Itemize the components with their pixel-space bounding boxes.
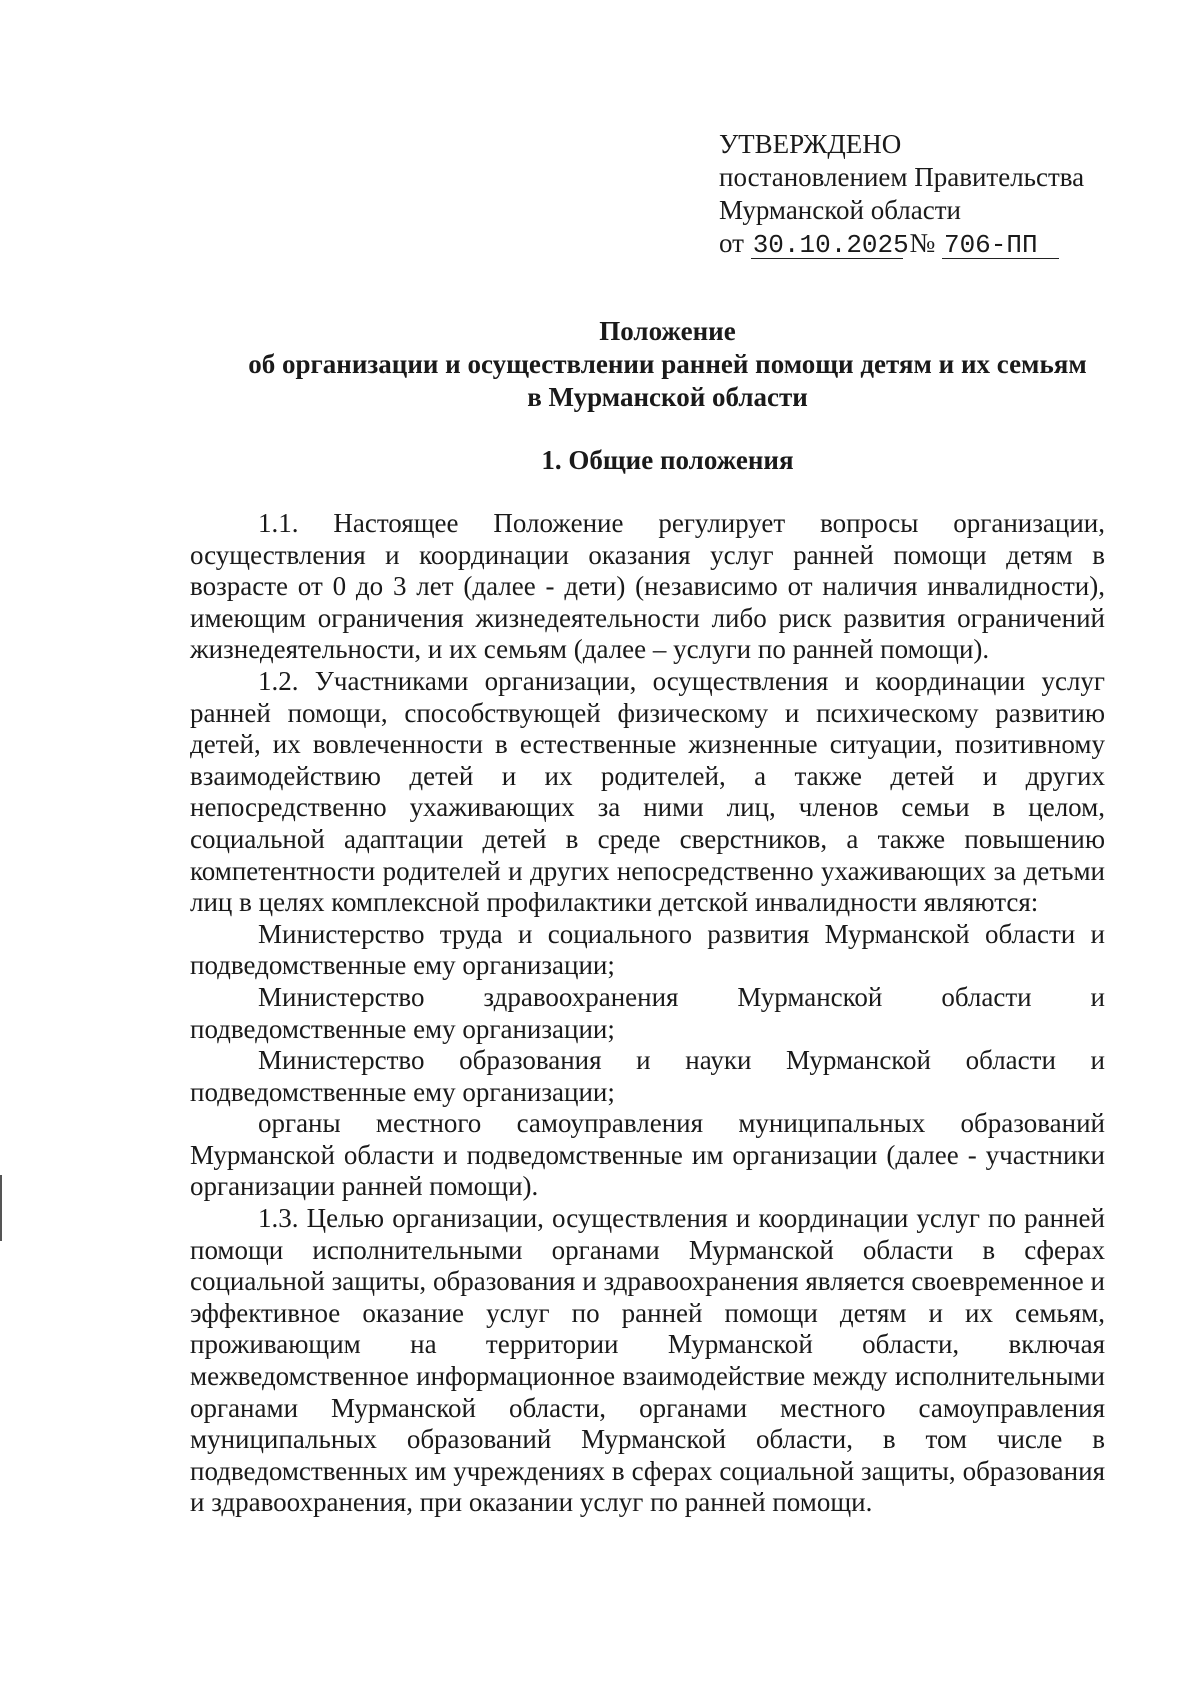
approval-title: УТВЕРЖДЕНО [719, 129, 902, 159]
approval-stamp-block [719, 128, 1139, 260]
section-heading: 1. Общие положения [541, 445, 794, 475]
approval-date-number [719, 227, 1139, 260]
title-line-3: в Мурманской области [527, 382, 808, 412]
paragraph-1-1: 1.1. Настоящее Положение регулирует вопросы организации, осуществления и координации оказания услуг ранней помощи детям в возрасте от 0 до 3 лет (далее - дети) (независимо от наличия инвалидности), имеющим ограничения жизнедеятельности либо риск развития ограничений жизнедеятельности, и их семьям (далее – услуги по ранней помощи). [190, 508, 1105, 665]
resolution-date: 30.10.2025 [752, 230, 909, 260]
participant-local-government: органы местного самоуправления муниципальных образований Мурманской области и подведомственные им организации (далее - участники организации ранней помощи). [190, 1108, 1105, 1202]
approval-region: Мурманской области [719, 195, 961, 225]
date-prefix: от [719, 228, 744, 258]
approval-by-resolution: постановлением Правительства [719, 162, 1085, 192]
participant-ministry-health: Министерство здравоохранения Мурманской области и подведомственные ему организации; [190, 981, 1105, 1044]
paragraph-1-2: 1.2. Участниками организации, осуществления и координации услуг ранней помощи, способствующей физическому и психическому развитию детей, их вовлеченности в естественные жизненные ситуации, позитивному взаимодействию детей и их родителей, а также детей и других непосредственно ухаживающих за ними лиц, членов семьи в целом, социальной адаптации детей в среде сверстников, а также повышению компетентности родителей и других непосредственно ухаживающих за детьми лиц в целях комплексной профилактики детской инвалидности являются: [190, 665, 1105, 918]
title-line-2: об организации и осуществлении ранней помощи детям и их семьям [248, 349, 1087, 379]
section-body [190, 508, 1105, 1519]
number-prefix: № [909, 228, 936, 258]
resolution-number: 706-ПП [942, 232, 1059, 259]
document-title [190, 315, 1145, 414]
participant-ministry-education: Министерство образования и науки Мурманской области и подведомственные ему организации; [190, 1045, 1105, 1107]
scan-margin-mark [0, 1175, 2, 1241]
title-line-1: Положение [599, 316, 736, 346]
participant-ministry-labor: Министерство труда и социального развития Мурманской области и подведомственные ему организации; [190, 918, 1105, 981]
paragraph-1-3: 1.3. Целью организации, осуществления и координации услуг по ранней помощи исполнительными органами Мурманской области в сферах социальной защиты, образования и здравоохранения является своевременное и эффективное оказание услуг по ранней помощи детям и их семьям, проживающим на территории Мурманской области, включая межведомственное информационное взаимодействие между исполнительными органами Мурманской области, органами местного самоуправления муниципальных образований Мурманской области, в том числе в подведомственных им учреждениях в сферах социальной защиты, образования и здравоохранения, при оказании услуг по ранней помощи. [190, 1203, 1105, 1518]
